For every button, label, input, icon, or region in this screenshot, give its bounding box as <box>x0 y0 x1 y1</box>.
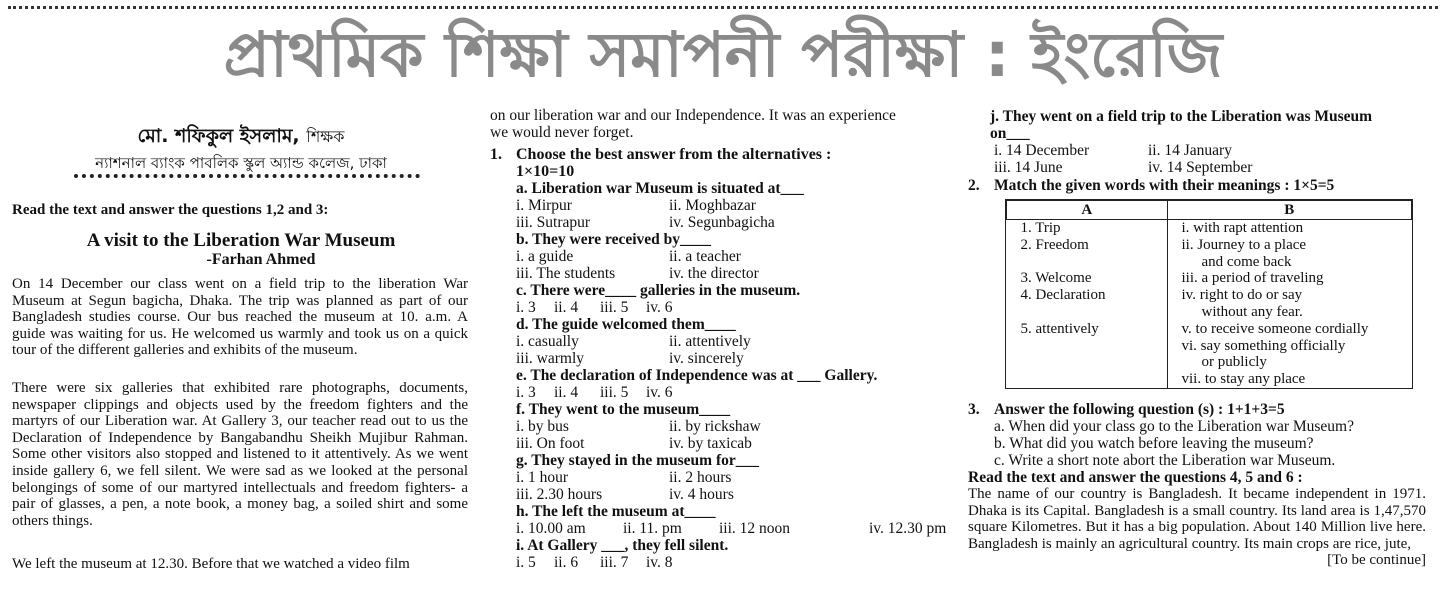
mcq-question-i: i. At Gallery ___, they fell silent. <box>516 537 729 554</box>
author-line <box>12 122 470 154</box>
question-1-marks: 1×10=10 <box>516 163 575 180</box>
option: i. 10.00 am <box>516 520 586 537</box>
top-dotted-rule <box>8 6 1438 9</box>
mcq-question-c: c. There were____ galleries in the museum. <box>516 282 801 299</box>
mcq-options-f <box>490 435 959 452</box>
match-row <box>1007 270 1412 287</box>
match-meaning: iii. a period of traveling <box>1181 270 1324 287</box>
option: iii. 12 noon <box>719 520 791 537</box>
article-author: -Farhan Ahmed <box>206 251 316 268</box>
mcq-options-f <box>490 418 959 435</box>
question-2-heading: 2. Match the given words with their meanings : 1×5=5 <box>968 177 1335 194</box>
mcq-question-f: f. They went to the museum____ <box>516 401 731 418</box>
author-role: শিক্ষক <box>306 127 345 146</box>
mcq-options-b <box>490 265 959 282</box>
question-1-heading: 1. Choose the best answer from the alternatives : <box>490 146 832 163</box>
option: iv. 6 <box>646 384 673 401</box>
option: ii. 2 hours <box>669 469 732 486</box>
option: iv. 4 hours <box>669 486 734 503</box>
match-meaning: vii. to stay any place <box>1181 371 1306 388</box>
match-word <box>1007 371 1168 388</box>
question-3-a: a. When did your class go to the Liberation war Museum? <box>994 418 1354 435</box>
option: iv. Segunbagicha <box>669 214 775 231</box>
option: ii. attentively <box>669 333 751 350</box>
match-word <box>1007 354 1168 371</box>
match-row <box>1007 254 1412 271</box>
match-word: 2. Freedom <box>1007 237 1168 254</box>
match-word: 3. Welcome <box>1007 270 1168 287</box>
match-meaning: i. with rapt attention <box>1181 220 1304 236</box>
mcq-options-h <box>490 520 959 537</box>
option: ii. a teacher <box>669 248 741 265</box>
mcq-question-h: h. The left the museum at____ <box>516 503 716 520</box>
option: iii. 5 <box>600 384 629 401</box>
option: iii. 5 <box>600 299 629 316</box>
match-row <box>1007 237 1412 254</box>
match-word <box>1007 254 1168 271</box>
match-meaning: vi. say something officially <box>1181 337 1346 354</box>
mcq-list <box>490 180 959 571</box>
option: ii. Moghbazar <box>669 197 756 214</box>
option: iv. the director <box>669 265 759 282</box>
option: i. 1 hour <box>516 469 569 486</box>
mcq-options-a <box>490 214 959 231</box>
passage-2-text: The name of our country is Bangladesh. It became independent in 1971. Dhaka is its Capital. Bangladesh is a small country. Its land area is 1,47,570 square Kilometres. But it has a big population. About 140 Million live here. Bangladesh is mainly an agricultural country. Its main crops are rice, jute, <box>968 486 1426 552</box>
option: iii. 7 <box>600 554 629 571</box>
match-word <box>1007 304 1168 321</box>
mcq-options-b <box>490 248 959 265</box>
option: iii. 2.30 hours <box>516 486 603 503</box>
match-row <box>1007 287 1412 304</box>
match-meaning: v. to receive someone cordially <box>1181 320 1369 337</box>
option: iii. warmly <box>516 350 585 367</box>
dotted-divider <box>74 174 420 178</box>
article-title: A visit to the Liberation War Museum <box>86 230 396 251</box>
match-meaning: ii. Journey to a place <box>1181 236 1307 253</box>
match-row <box>1007 338 1412 355</box>
continued-line-1: on our liberation war and our Independence. It was an experience <box>490 107 896 124</box>
option: i. Mirpur <box>516 197 572 214</box>
option: i. casually <box>516 333 579 350</box>
option: ii. 4 <box>554 299 579 316</box>
match-row <box>1007 220 1412 237</box>
option: ii. 4 <box>554 384 579 401</box>
mcq-question-j: j. They went on a field trip to the Liberation was Museum <box>990 108 1373 125</box>
mcq-question-b: b. They were received by____ <box>516 231 712 248</box>
match-word: 5. attentively <box>1007 321 1168 338</box>
match-table <box>1005 199 1413 389</box>
mcq-options-e <box>490 384 959 401</box>
instruction-2: Read the text and answer the questions 4, 5 and 6 : <box>968 469 1303 486</box>
mcq-question-j-blank: on___ <box>990 125 1030 142</box>
mcq-options-d <box>490 350 959 367</box>
option: i. 3 <box>516 384 536 401</box>
mcq-options-a <box>490 197 959 214</box>
option: ii. 6 <box>554 554 579 571</box>
mcq-options-g <box>490 469 959 486</box>
option: ii. 11. pm <box>623 520 682 537</box>
mcq-options-g <box>490 486 959 503</box>
match-meaning: without any fear. <box>1201 303 1303 320</box>
question-3: 3. Answer the following question (s) : 1+1+3=5 a. When did your class go to the Liberation war Museum? b. What did you watch before leaving the museum? c. Write a short note abort the Liberation war Museum. Read the text and answer the questions 4, 5 and 6 : <box>968 401 1354 486</box>
match-word: 4. Declaration <box>1007 287 1168 304</box>
mcq-options-j-row-1 <box>968 142 1372 159</box>
option: iii. On foot <box>516 435 585 452</box>
option: iv. 8 <box>646 554 673 571</box>
option: iii. Sutrapur <box>516 214 591 231</box>
question-1-item-j <box>968 108 1372 176</box>
mcq-options-i <box>490 554 959 571</box>
match-header-b: B <box>1167 201 1412 220</box>
match-row <box>1007 354 1412 371</box>
article-paragraph-2: There were six galleries that exhibited rare photographs, documents, newspaper clippings and objects used by the freedom fighters and the martyrs of our Liberation war. At Gallery 3, our teacher read out to us the Declaration of Independence by Bangabandhu Sheikh Mujibur Rahman. Some other visitors also stopped and listened to it attentively. As we went inside gallery 6, we fell silent. We were sad as we looked at the personal belongings of some of our martyred intellectuals and freedom fighters- a pair of glasses, a pen, a note book, a money bag, a soiled shirt and some others things. <box>12 380 468 529</box>
option: iii. The students <box>516 265 616 282</box>
mcq-options-j-row-2 <box>968 159 1372 176</box>
article-paragraph-3: We left the museum at 12.30. Before that we watched a video film <box>12 556 410 572</box>
option: i. a guide <box>516 248 574 265</box>
option: i. 3 <box>516 299 536 316</box>
option: i. 5 <box>516 554 536 571</box>
mcq-question-g: g. They stayed in the museum for___ <box>516 452 759 469</box>
option: iv. 6 <box>646 299 673 316</box>
match-header-a: A <box>1007 201 1168 220</box>
option: ii. by rickshaw <box>669 418 761 435</box>
match-row <box>1007 321 1412 338</box>
instruction-1: Read the text and answer the questions 1,2 and 3: <box>12 202 329 218</box>
page-title: প্রাথমিক শিক্ষা সমাপনী পরীক্ষা : ইংরেজি <box>223 18 1223 91</box>
match-row <box>1007 304 1412 321</box>
question-1 <box>490 146 959 571</box>
option: iv. 14 September <box>1148 159 1253 176</box>
option: i. by bus <box>516 418 569 435</box>
mcq-options-c <box>490 299 959 316</box>
option: iii. 14 June <box>994 159 1063 176</box>
article-paragraph-3-continued <box>490 108 896 141</box>
article-paragraph-1: On 14 December our class went on a field trip to the liberation War Museum at Segun bagicha, Dhaka. The trip was planned as part of our Bangladesh studies course. Our bus reached the museum at 10. a.m. A guide was waiting for us. He welcomed us warmly and took us on a quick tour of the different galleries and exhibits of the museum. <box>12 276 468 359</box>
match-word: 1. Trip <box>1007 220 1168 237</box>
option: ii. 14 January <box>1148 142 1232 159</box>
option: iv. by taxicab <box>669 435 752 452</box>
match-meaning: or publicly <box>1201 354 1267 371</box>
continued-note: [To be continue] <box>1327 552 1426 569</box>
mcq-options-d <box>490 333 959 350</box>
question-3-b: b. What did you watch before leaving the museum? <box>994 435 1314 452</box>
mcq-question-e: e. The declaration of Independence was at ___ Gallery. <box>516 367 878 384</box>
match-meaning: iv. right to do or say <box>1181 287 1303 304</box>
continued-line-2: we would never forget. <box>490 123 634 141</box>
match-meaning: and come back <box>1201 253 1292 270</box>
passage-2 <box>968 486 1426 569</box>
match-word <box>1007 338 1168 355</box>
option: iv. sincerely <box>669 350 744 367</box>
mcq-question-d: d. The guide welcomed them____ <box>516 316 736 333</box>
mcq-question-a: a. Liberation war Museum is situated at___ <box>516 180 804 197</box>
author-name: মো. শফিকুল ইসলাম, <box>137 125 300 147</box>
match-row <box>1007 371 1412 388</box>
option: i. 14 December <box>994 142 1090 159</box>
question-3-c: c. Write a short note abort the Liberation war Museum. <box>994 452 1336 469</box>
author-school: ন্যাশনাল ব্যাংক পাবলিক স্কুল অ্যান্ড কলেজ, ঢাকা <box>95 154 387 172</box>
option: iv. 12.30 pm <box>869 520 947 537</box>
